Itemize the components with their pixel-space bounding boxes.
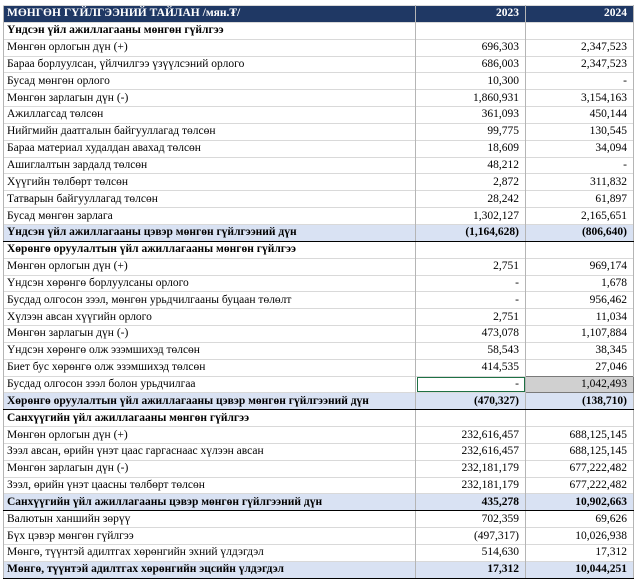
table-row — [4, 359, 634, 376]
value-2023-cell[interactable]: 696,303 — [416, 39, 526, 56]
value-2024-cell[interactable]: 10,902,663 — [526, 494, 634, 511]
row-label-cell[interactable]: Зээл авсан, өрийн үнэт цаас гаргаснаас хүлээн авсан — [4, 443, 416, 460]
table-row — [4, 56, 634, 73]
total-row — [4, 494, 634, 511]
table-row — [4, 342, 634, 359]
value-2023-cell[interactable]: 232,616,457 — [416, 443, 526, 460]
value-2024-cell[interactable]: 688,125,145 — [526, 427, 634, 444]
table-row — [4, 191, 634, 208]
value-2024-cell[interactable]: (138,710) — [526, 393, 634, 410]
table-row — [4, 258, 634, 275]
value-2023-cell[interactable]: 28,242 — [416, 191, 526, 208]
value-2023-cell[interactable]: 1,860,931 — [416, 90, 526, 107]
value-2023-cell[interactable]: (497,317) — [416, 528, 526, 545]
value-2023-cell[interactable]: 48,212 — [416, 157, 526, 174]
table-row — [4, 460, 634, 477]
value-2024-cell[interactable]: 11,034 — [526, 309, 634, 326]
row-label-cell[interactable]: Мөнгөн зарлагын дүн (-) — [4, 326, 416, 343]
value-2024-cell[interactable]: 311,832 — [526, 174, 634, 191]
value-2024-cell[interactable]: 969,174 — [526, 258, 634, 275]
value-2024-cell[interactable]: 1,042,493 — [526, 376, 634, 393]
value-2023-cell[interactable]: (470,327) — [416, 393, 526, 410]
year-2024-header[interactable]: 2024 — [526, 6, 634, 23]
table-row — [4, 545, 634, 562]
value-2023-cell[interactable]: - — [416, 376, 526, 393]
value-2023-cell[interactable]: - — [416, 275, 526, 292]
value-2023-cell[interactable]: 17,312 — [416, 561, 526, 578]
value-2024-cell[interactable]: - — [526, 73, 634, 90]
cash-flow-statement-table — [3, 5, 634, 579]
row-label-cell[interactable]: Мөнгөн орлогын дүн (+) — [4, 39, 416, 56]
value-2023-cell[interactable] — [416, 241, 526, 258]
row-label-cell[interactable]: Санхүүгийн үйл ажиллагааны цэвэр мөнгөн гүйлгээний дүн — [4, 494, 416, 511]
value-2023-cell[interactable]: 232,181,179 — [416, 460, 526, 477]
table-row — [4, 39, 634, 56]
table-row — [4, 140, 634, 157]
value-2023-cell[interactable]: 2,751 — [416, 309, 526, 326]
value-2024-cell[interactable]: 38,345 — [526, 342, 634, 359]
value-2024-cell[interactable]: - — [526, 157, 634, 174]
value-2023-cell[interactable]: 99,775 — [416, 123, 526, 140]
value-2023-cell[interactable]: 232,616,457 — [416, 427, 526, 444]
row-label-cell[interactable]: Мөнгө, түүнтэй адилтгах хөрөнгийн эхний үлдэгдэл — [4, 545, 416, 562]
value-2023-cell[interactable]: 232,181,179 — [416, 477, 526, 494]
row-label-cell[interactable]: Бусад мөнгөн орлого — [4, 73, 416, 90]
table-row — [4, 376, 634, 393]
value-2024-cell[interactable] — [526, 241, 634, 258]
row-label-cell[interactable]: Ажиллагсад төлсөн — [4, 107, 416, 124]
table-row — [4, 157, 634, 174]
table-row — [4, 309, 634, 326]
row-label-cell[interactable]: Татварын байгууллагад төлсөн — [4, 191, 416, 208]
value-2024-cell[interactable]: 1,107,884 — [526, 326, 634, 343]
table-row — [4, 208, 634, 225]
row-label-cell[interactable]: Ашиглалтын зардалд төлсөн — [4, 157, 416, 174]
row-label-cell[interactable]: Хөрөнгө оруулалтын үйл ажиллагааны цэвэр мөнгөн гүйлгээний дүн — [4, 393, 416, 410]
row-label-cell[interactable]: Зээл, өрийн үнэт цаасны төлбөрт төлсөн — [4, 477, 416, 494]
value-2024-cell[interactable]: 10,026,938 — [526, 528, 634, 545]
year-2023-header[interactable]: 2023 — [416, 6, 526, 23]
value-2023-cell[interactable]: 435,278 — [416, 494, 526, 511]
value-2023-cell[interactable]: - — [416, 292, 526, 309]
value-2023-cell[interactable]: 18,609 — [416, 140, 526, 157]
value-2023-cell[interactable]: 473,078 — [416, 326, 526, 343]
value-2024-cell[interactable]: 450,144 — [526, 107, 634, 124]
value-2023-cell[interactable]: 702,359 — [416, 511, 526, 528]
row-label-cell[interactable]: Бусад мөнгөн зарлага — [4, 208, 416, 225]
value-2023-cell[interactable]: 10,300 — [416, 73, 526, 90]
value-2024-cell[interactable]: 2,347,523 — [526, 56, 634, 73]
table-row — [4, 174, 634, 191]
table-row — [4, 326, 634, 343]
table-row — [4, 443, 634, 460]
table-row — [4, 511, 634, 528]
value-2024-cell[interactable]: 61,897 — [526, 191, 634, 208]
row-label-cell[interactable]: Хүлээн авсан хүүгийн орлого — [4, 309, 416, 326]
table-row — [4, 275, 634, 292]
value-2024-cell[interactable]: 17,312 — [526, 545, 634, 562]
row-label-cell[interactable]: Үндсэн хөрөнгө борлуулсаны орлого — [4, 275, 416, 292]
value-2024-cell[interactable]: 688,125,145 — [526, 443, 634, 460]
statement-title[interactable]: МӨНГӨН ГҮЙЛГЭЭНИЙ ТАЙЛАН /мян.₮/ — [4, 6, 416, 23]
value-2023-cell[interactable]: 1,302,127 — [416, 208, 526, 225]
value-2024-cell[interactable]: 34,094 — [526, 140, 634, 157]
value-2024-cell[interactable]: 27,046 — [526, 359, 634, 376]
table-row — [4, 73, 634, 90]
row-label-cell[interactable]: Бараа борлуулсан, үйлчилгээ үзүүлсэний орлого — [4, 56, 416, 73]
row-label-cell[interactable]: Санхүүгийн үйл ажиллагааны мөнгөн гүйлгээ — [4, 410, 416, 427]
row-label-cell[interactable]: Мөнгөн орлогын дүн (+) — [4, 427, 416, 444]
row-label-cell[interactable]: Бусдад олгосон зээл, мөнгөн урьдчилгааны буцаан төлөлт — [4, 292, 416, 309]
total-row — [4, 561, 634, 578]
table-row — [4, 90, 634, 107]
row-label-cell[interactable]: Хүүгийн төлбөрт төлсөн — [4, 174, 416, 191]
total-row — [4, 224, 634, 241]
section-header-row — [4, 22, 634, 39]
value-2024-cell[interactable]: 677,222,482 — [526, 460, 634, 477]
row-label-cell[interactable]: Үндсэн хөрөнгө олж эзэмшихэд төлсөн — [4, 342, 416, 359]
value-2024-cell[interactable]: 1,678 — [526, 275, 634, 292]
row-label-cell[interactable]: Мөнгөн орлогын дүн (+) — [4, 258, 416, 275]
value-2024-cell[interactable]: 130,545 — [526, 123, 634, 140]
row-label-cell[interactable]: Бусдад олгосон зээл болон урьдчилгаа — [4, 376, 416, 393]
row-label-cell[interactable]: Валютын ханшийн зөрүү — [4, 511, 416, 528]
value-2024-cell[interactable]: 69,626 — [526, 511, 634, 528]
value-2024-cell[interactable]: 2,347,523 — [526, 39, 634, 56]
row-label-cell[interactable]: Мөнгөн зарлагын дүн (-) — [4, 460, 416, 477]
value-2024-cell[interactable] — [526, 410, 634, 427]
value-2024-cell[interactable]: (806,640) — [526, 224, 634, 241]
table-row — [4, 123, 634, 140]
value-2023-cell[interactable]: 414,535 — [416, 359, 526, 376]
value-2023-cell[interactable] — [416, 22, 526, 39]
table-row — [4, 292, 634, 309]
row-label-cell[interactable]: Хөрөнгө оруулалтын үйл ажиллагааны мөнгөн гүйлгээ — [4, 241, 416, 258]
value-2024-cell[interactable] — [526, 22, 634, 39]
row-label-cell[interactable]: Үндсэн үйл ажиллагааны мөнгөн гүйлгээ — [4, 22, 416, 39]
value-2023-cell[interactable]: 2,872 — [416, 174, 526, 191]
value-2023-cell[interactable]: 2,751 — [416, 258, 526, 275]
value-2024-cell[interactable]: 677,222,482 — [526, 477, 634, 494]
row-label-cell[interactable]: Мөнгөн зарлагын дүн (-) — [4, 90, 416, 107]
table-row — [4, 528, 634, 545]
row-label-cell[interactable]: Нийгмийн даатгалын байгууллагад төлсөн — [4, 123, 416, 140]
value-2023-cell[interactable]: 514,630 — [416, 545, 526, 562]
row-label-cell[interactable]: Бараа материал худалдан авахад төлсөн — [4, 140, 416, 157]
table-row — [4, 427, 634, 444]
value-2024-cell[interactable]: 3,154,163 — [526, 90, 634, 107]
value-2023-cell[interactable]: 361,093 — [416, 107, 526, 124]
row-label-cell[interactable]: Үндсэн үйл ажиллагааны цэвэр мөнгөн гүйлгээний дүн — [4, 224, 416, 241]
table-row — [4, 477, 634, 494]
total-row — [4, 393, 634, 410]
row-label-cell[interactable]: Биет бус хөрөнгө олж эзэмшихэд төлсөн — [4, 359, 416, 376]
value-2023-cell[interactable]: 58,543 — [416, 342, 526, 359]
value-2024-cell[interactable]: 10,044,251 — [526, 561, 634, 578]
row-label-cell[interactable]: Бүх цэвэр мөнгөн гүйлгээ — [4, 528, 416, 545]
value-2024-cell[interactable]: 956,462 — [526, 292, 634, 309]
section-header-row — [4, 241, 634, 258]
value-2024-cell[interactable]: 2,165,651 — [526, 208, 634, 225]
value-2023-cell[interactable] — [416, 410, 526, 427]
section-header-row — [4, 410, 634, 427]
header-row — [4, 6, 634, 23]
table-row — [4, 107, 634, 124]
value-2023-cell[interactable]: (1,164,628) — [416, 224, 526, 241]
row-label-cell[interactable]: Мөнгө, түүнтэй адилтгах хөрөнгийн эцсийн үлдэгдэл — [4, 561, 416, 578]
value-2023-cell[interactable]: 686,003 — [416, 56, 526, 73]
